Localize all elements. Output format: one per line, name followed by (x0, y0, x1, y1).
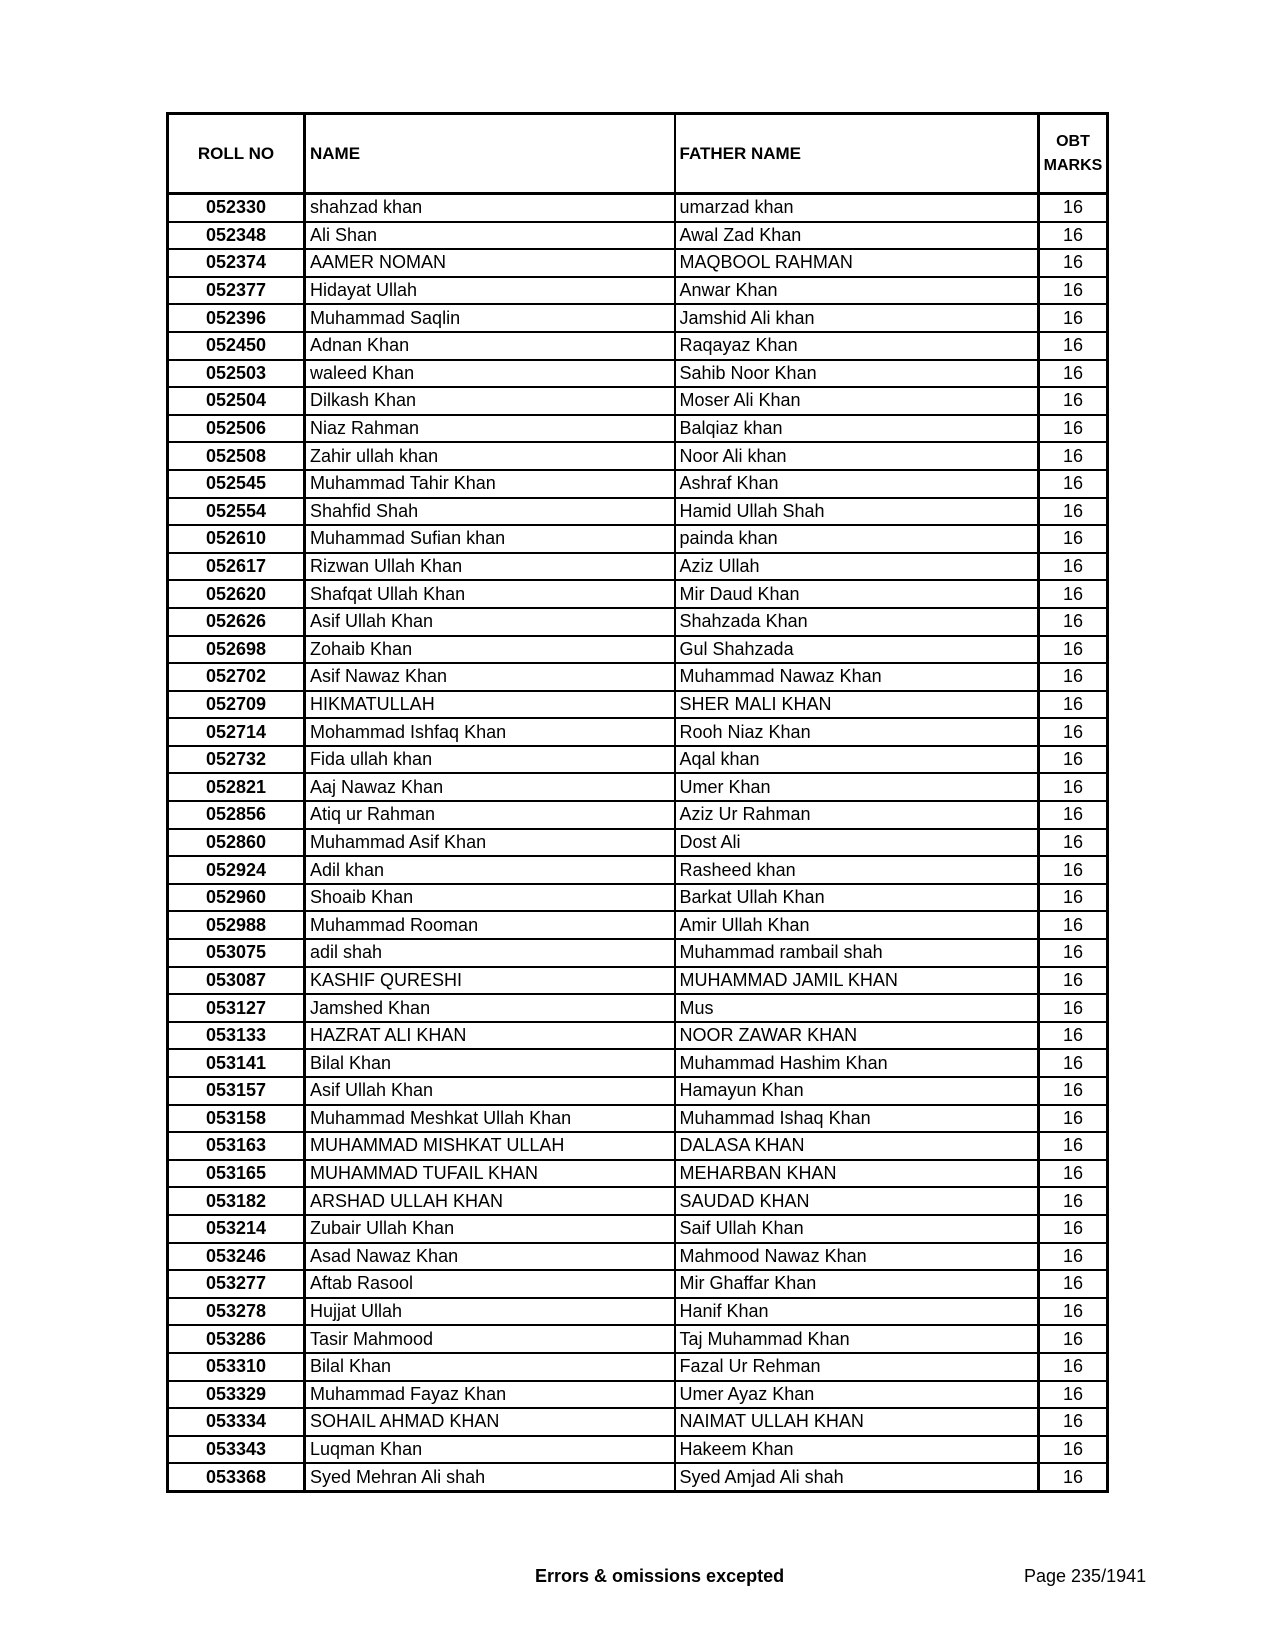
roll-no-cell: 052545 (168, 470, 305, 498)
name-cell: SOHAIL AHMAD KHAN (305, 1408, 675, 1436)
father-name-cell: Anwar Khan (675, 277, 1039, 305)
roll-no-cell: 053158 (168, 1105, 305, 1133)
table-row (168, 663, 1108, 691)
roll-no-cell: 052450 (168, 332, 305, 360)
father-name-cell: Gul Shahzada (675, 636, 1039, 664)
table-row (168, 525, 1108, 553)
obt-marks-cell: 16 (1039, 1408, 1108, 1436)
name-cell: Muhammad Meshkat Ullah Khan (305, 1105, 675, 1133)
roll-no-cell: 052610 (168, 525, 305, 553)
header-father-name: FATHER NAME (675, 114, 1039, 194)
table-row (168, 1381, 1108, 1409)
father-name-cell: Umer Khan (675, 773, 1039, 801)
father-name-cell: Shahzada Khan (675, 608, 1039, 636)
name-cell: Asad Nawaz Khan (305, 1243, 675, 1271)
obt-marks-cell: 16 (1039, 1436, 1108, 1464)
roll-no-cell: 053133 (168, 1022, 305, 1050)
obt-marks-cell: 16 (1039, 911, 1108, 939)
table-row (168, 1132, 1108, 1160)
table-row (168, 498, 1108, 526)
name-cell: Adnan Khan (305, 332, 675, 360)
father-name-cell: Hanif Khan (675, 1298, 1039, 1326)
table-row (168, 1215, 1108, 1243)
father-name-cell: Dost Ali (675, 829, 1039, 857)
header-row (168, 114, 1108, 194)
table-row (168, 1243, 1108, 1271)
name-cell: Aaj Nawaz Khan (305, 773, 675, 801)
table-row (168, 994, 1108, 1022)
obt-marks-cell: 16 (1039, 884, 1108, 912)
name-cell: Asif Ullah Khan (305, 608, 675, 636)
table-row (168, 470, 1108, 498)
table-row (168, 442, 1108, 470)
roll-no-cell: 052924 (168, 856, 305, 884)
name-cell: Mohammad Ishfaq Khan (305, 718, 675, 746)
table-row (168, 194, 1108, 222)
roll-no-cell: 052988 (168, 911, 305, 939)
table-row (168, 746, 1108, 774)
father-name-cell: Hakeem Khan (675, 1436, 1039, 1464)
roll-no-cell: 053310 (168, 1353, 305, 1381)
table-row (168, 1270, 1108, 1298)
father-name-cell: Hamayun Khan (675, 1077, 1039, 1105)
obt-marks-cell: 16 (1039, 387, 1108, 415)
table-row (168, 1436, 1108, 1464)
obt-marks-cell: 16 (1039, 801, 1108, 829)
roll-no-cell: 052506 (168, 415, 305, 443)
table-row (168, 1077, 1108, 1105)
roll-no-cell: 053141 (168, 1049, 305, 1077)
name-cell: Aftab Rasool (305, 1270, 675, 1298)
table-row (168, 360, 1108, 388)
father-name-cell: Moser Ali Khan (675, 387, 1039, 415)
table-row (168, 1353, 1108, 1381)
father-name-cell: SHER MALI KHAN (675, 691, 1039, 719)
father-name-cell: Syed Amjad Ali shah (675, 1463, 1039, 1491)
father-name-cell: Mir Ghaffar Khan (675, 1270, 1039, 1298)
obt-marks-cell: 16 (1039, 360, 1108, 388)
table-row (168, 1298, 1108, 1326)
father-name-cell: Aziz Ullah (675, 553, 1039, 581)
father-name-cell: Balqiaz khan (675, 415, 1039, 443)
father-name-cell: Amir Ullah Khan (675, 911, 1039, 939)
roll-no-cell: 052714 (168, 718, 305, 746)
obt-marks-cell: 16 (1039, 1160, 1108, 1188)
table-row (168, 636, 1108, 664)
name-cell: Dilkash Khan (305, 387, 675, 415)
obt-marks-cell: 16 (1039, 249, 1108, 277)
obt-marks-cell: 16 (1039, 525, 1108, 553)
roll-no-cell: 052698 (168, 636, 305, 664)
table-row (168, 691, 1108, 719)
header-name: NAME (305, 114, 675, 194)
roll-no-cell: 053343 (168, 1436, 305, 1464)
name-cell: MUHAMMAD MISHKAT ULLAH (305, 1132, 675, 1160)
table-row (168, 1160, 1108, 1188)
name-cell: Zubair Ullah Khan (305, 1215, 675, 1243)
roll-no-cell: 052821 (168, 773, 305, 801)
obt-marks-cell: 16 (1039, 304, 1108, 332)
obt-marks-cell: 16 (1039, 1187, 1108, 1215)
father-name-cell: SAUDAD KHAN (675, 1187, 1039, 1215)
father-name-cell: umarzad khan (675, 194, 1039, 222)
name-cell: Syed Mehran Ali shah (305, 1463, 675, 1491)
table-row (168, 773, 1108, 801)
name-cell: MUHAMMAD TUFAIL KHAN (305, 1160, 675, 1188)
header-obt-marks-line2: MARKS (1043, 156, 1103, 174)
table-row (168, 884, 1108, 912)
obt-marks-cell: 16 (1039, 222, 1108, 250)
obt-marks-cell: 16 (1039, 829, 1108, 857)
roll-no-cell: 052503 (168, 360, 305, 388)
obt-marks-cell: 16 (1039, 442, 1108, 470)
table-row (168, 553, 1108, 581)
roll-no-cell: 052396 (168, 304, 305, 332)
table-row (168, 967, 1108, 995)
table-row (168, 249, 1108, 277)
name-cell: Bilal Khan (305, 1353, 675, 1381)
table-row (168, 939, 1108, 967)
name-cell: Muhammad Fayaz Khan (305, 1381, 675, 1409)
name-cell: Niaz Rahman (305, 415, 675, 443)
table-row (168, 1187, 1108, 1215)
name-cell: Luqman Khan (305, 1436, 675, 1464)
table-row (168, 580, 1108, 608)
obt-marks-cell: 16 (1039, 277, 1108, 305)
name-cell: Hidayat Ullah (305, 277, 675, 305)
table-row (168, 911, 1108, 939)
father-name-cell: Hamid Ullah Shah (675, 498, 1039, 526)
name-cell: adil shah (305, 939, 675, 967)
roll-no-cell: 053329 (168, 1381, 305, 1409)
table-row (168, 608, 1108, 636)
roll-no-cell: 052860 (168, 829, 305, 857)
obt-marks-cell: 16 (1039, 1022, 1108, 1050)
name-cell: Muhammad Sufian khan (305, 525, 675, 553)
obt-marks-cell: 16 (1039, 1105, 1108, 1133)
father-name-cell: MEHARBAN KHAN (675, 1160, 1039, 1188)
table-row (168, 1049, 1108, 1077)
name-cell: HIKMATULLAH (305, 691, 675, 719)
obt-marks-cell: 16 (1039, 773, 1108, 801)
obt-marks-cell: 16 (1039, 746, 1108, 774)
roll-no-cell: 052620 (168, 580, 305, 608)
father-name-cell: Sahib Noor Khan (675, 360, 1039, 388)
father-name-cell: Saif Ullah Khan (675, 1215, 1039, 1243)
roll-no-cell: 053165 (168, 1160, 305, 1188)
father-name-cell: Barkat Ullah Khan (675, 884, 1039, 912)
table-row (168, 222, 1108, 250)
name-cell: shahzad khan (305, 194, 675, 222)
table-row (168, 1408, 1108, 1436)
name-cell: Tasir Mahmood (305, 1325, 675, 1353)
father-name-cell: MAQBOOL RAHMAN (675, 249, 1039, 277)
table-row (168, 801, 1108, 829)
results-table (166, 112, 1109, 1493)
roll-no-cell: 052374 (168, 249, 305, 277)
father-name-cell: Muhammad Nawaz Khan (675, 663, 1039, 691)
name-cell: Shafqat Ullah Khan (305, 580, 675, 608)
obt-marks-cell: 16 (1039, 1381, 1108, 1409)
father-name-cell: Aqal khan (675, 746, 1039, 774)
father-name-cell: Muhammad rambail shah (675, 939, 1039, 967)
roll-no-cell: 052702 (168, 663, 305, 691)
father-name-cell: NOOR ZAWAR KHAN (675, 1022, 1039, 1050)
obt-marks-cell: 16 (1039, 1215, 1108, 1243)
header-obt-marks (1039, 114, 1108, 194)
name-cell: HAZRAT ALI KHAN (305, 1022, 675, 1050)
name-cell: Shoaib Khan (305, 884, 675, 912)
name-cell: Bilal Khan (305, 1049, 675, 1077)
father-name-cell: Mir Daud Khan (675, 580, 1039, 608)
obt-marks-cell: 16 (1039, 994, 1108, 1022)
roll-no-cell: 053087 (168, 967, 305, 995)
roll-no-cell: 053278 (168, 1298, 305, 1326)
obt-marks-cell: 16 (1039, 1270, 1108, 1298)
footer-disclaimer: Errors & omissions excepted (535, 1566, 785, 1586)
results-sheet (166, 112, 1106, 1493)
father-name-cell: Awal Zad Khan (675, 222, 1039, 250)
roll-no-cell: 052377 (168, 277, 305, 305)
roll-no-cell: 052508 (168, 442, 305, 470)
table-row (168, 415, 1108, 443)
header-roll-no: ROLL NO (168, 114, 305, 194)
roll-no-cell: 053127 (168, 994, 305, 1022)
obt-marks-cell: 16 (1039, 1049, 1108, 1077)
name-cell: Adil khan (305, 856, 675, 884)
name-cell: waleed Khan (305, 360, 675, 388)
roll-no-cell: 052330 (168, 194, 305, 222)
roll-no-cell: 053277 (168, 1270, 305, 1298)
name-cell: Hujjat Ullah (305, 1298, 675, 1326)
name-cell: Jamshed Khan (305, 994, 675, 1022)
roll-no-cell: 052348 (168, 222, 305, 250)
father-name-cell: Raqayaz Khan (675, 332, 1039, 360)
table-row (168, 387, 1108, 415)
roll-no-cell: 053368 (168, 1463, 305, 1491)
roll-no-cell: 053286 (168, 1325, 305, 1353)
obt-marks-cell: 16 (1039, 663, 1108, 691)
name-cell: Zahir ullah khan (305, 442, 675, 470)
name-cell: Shahfid Shah (305, 498, 675, 526)
obt-marks-cell: 16 (1039, 332, 1108, 360)
obt-marks-cell: 16 (1039, 415, 1108, 443)
roll-no-cell: 053246 (168, 1243, 305, 1271)
father-name-cell: Muhammad Hashim Khan (675, 1049, 1039, 1077)
roll-no-cell: 053214 (168, 1215, 305, 1243)
name-cell: Fida ullah khan (305, 746, 675, 774)
father-name-cell: painda khan (675, 525, 1039, 553)
table-row (168, 1463, 1108, 1491)
table-row (168, 1325, 1108, 1353)
table-header (168, 114, 1108, 194)
father-name-cell: Mahmood Nawaz Khan (675, 1243, 1039, 1271)
name-cell: Atiq ur Rahman (305, 801, 675, 829)
table-row (168, 304, 1108, 332)
father-name-cell: Rooh Niaz Khan (675, 718, 1039, 746)
father-name-cell: Umer Ayaz Khan (675, 1381, 1039, 1409)
name-cell: Muhammad Tahir Khan (305, 470, 675, 498)
roll-no-cell: 053182 (168, 1187, 305, 1215)
obt-marks-cell: 16 (1039, 553, 1108, 581)
obt-marks-cell: 16 (1039, 718, 1108, 746)
father-name-cell: DALASA KHAN (675, 1132, 1039, 1160)
roll-no-cell: 052554 (168, 498, 305, 526)
obt-marks-cell: 16 (1039, 580, 1108, 608)
obt-marks-cell: 16 (1039, 1298, 1108, 1326)
roll-no-cell: 052960 (168, 884, 305, 912)
father-name-cell: Aziz Ur Rahman (675, 801, 1039, 829)
obt-marks-cell: 16 (1039, 856, 1108, 884)
obt-marks-cell: 16 (1039, 608, 1108, 636)
roll-no-cell: 052856 (168, 801, 305, 829)
obt-marks-cell: 16 (1039, 1353, 1108, 1381)
obt-marks-cell: 16 (1039, 691, 1108, 719)
father-name-cell: Noor Ali khan (675, 442, 1039, 470)
obt-marks-cell: 16 (1039, 636, 1108, 664)
obt-marks-cell: 16 (1039, 1077, 1108, 1105)
name-cell: Muhammad Rooman (305, 911, 675, 939)
obt-marks-cell: 16 (1039, 470, 1108, 498)
table-row (168, 1022, 1108, 1050)
name-cell: ARSHAD ULLAH KHAN (305, 1187, 675, 1215)
name-cell: Ali Shan (305, 222, 675, 250)
name-cell: Asif Nawaz Khan (305, 663, 675, 691)
roll-no-cell: 052617 (168, 553, 305, 581)
table-row (168, 1105, 1108, 1133)
roll-no-cell: 052504 (168, 387, 305, 415)
roll-no-cell: 053334 (168, 1408, 305, 1436)
roll-no-cell: 052626 (168, 608, 305, 636)
obt-marks-cell: 16 (1039, 1243, 1108, 1271)
name-cell: Zohaib Khan (305, 636, 675, 664)
father-name-cell: Jamshid Ali khan (675, 304, 1039, 332)
father-name-cell: Mus (675, 994, 1039, 1022)
roll-no-cell: 052709 (168, 691, 305, 719)
roll-no-cell: 053163 (168, 1132, 305, 1160)
name-cell: Asif Ullah Khan (305, 1077, 675, 1105)
table-body (168, 194, 1108, 1492)
father-name-cell: Muhammad Ishaq Khan (675, 1105, 1039, 1133)
obt-marks-cell: 16 (1039, 498, 1108, 526)
roll-no-cell: 053075 (168, 939, 305, 967)
father-name-cell: NAIMAT ULLAH KHAN (675, 1408, 1039, 1436)
father-name-cell: Taj Muhammad Khan (675, 1325, 1039, 1353)
father-name-cell: Ashraf Khan (675, 470, 1039, 498)
roll-no-cell: 052732 (168, 746, 305, 774)
name-cell: Muhammad Asif Khan (305, 829, 675, 857)
table-row (168, 856, 1108, 884)
obt-marks-cell: 16 (1039, 939, 1108, 967)
obt-marks-cell: 16 (1039, 1463, 1108, 1491)
name-cell: KASHIF QURESHI (305, 967, 675, 995)
obt-marks-cell: 16 (1039, 1132, 1108, 1160)
name-cell: AAMER NOMAN (305, 249, 675, 277)
father-name-cell: Rasheed khan (675, 856, 1039, 884)
table-row (168, 829, 1108, 857)
obt-marks-cell: 16 (1039, 1325, 1108, 1353)
roll-no-cell: 053157 (168, 1077, 305, 1105)
father-name-cell: Fazal Ur Rehman (675, 1353, 1039, 1381)
name-cell: Muhammad Saqlin (305, 304, 675, 332)
page-number: Page 235/1941 (1024, 1566, 1147, 1586)
header-obt-marks-line1: OBT (1056, 132, 1090, 150)
father-name-cell: MUHAMMAD JAMIL KHAN (675, 967, 1039, 995)
name-cell: Rizwan Ullah Khan (305, 553, 675, 581)
obt-marks-cell: 16 (1039, 967, 1108, 995)
table-row (168, 718, 1108, 746)
table-row (168, 277, 1108, 305)
obt-marks-cell: 16 (1039, 194, 1108, 222)
table-row (168, 332, 1108, 360)
